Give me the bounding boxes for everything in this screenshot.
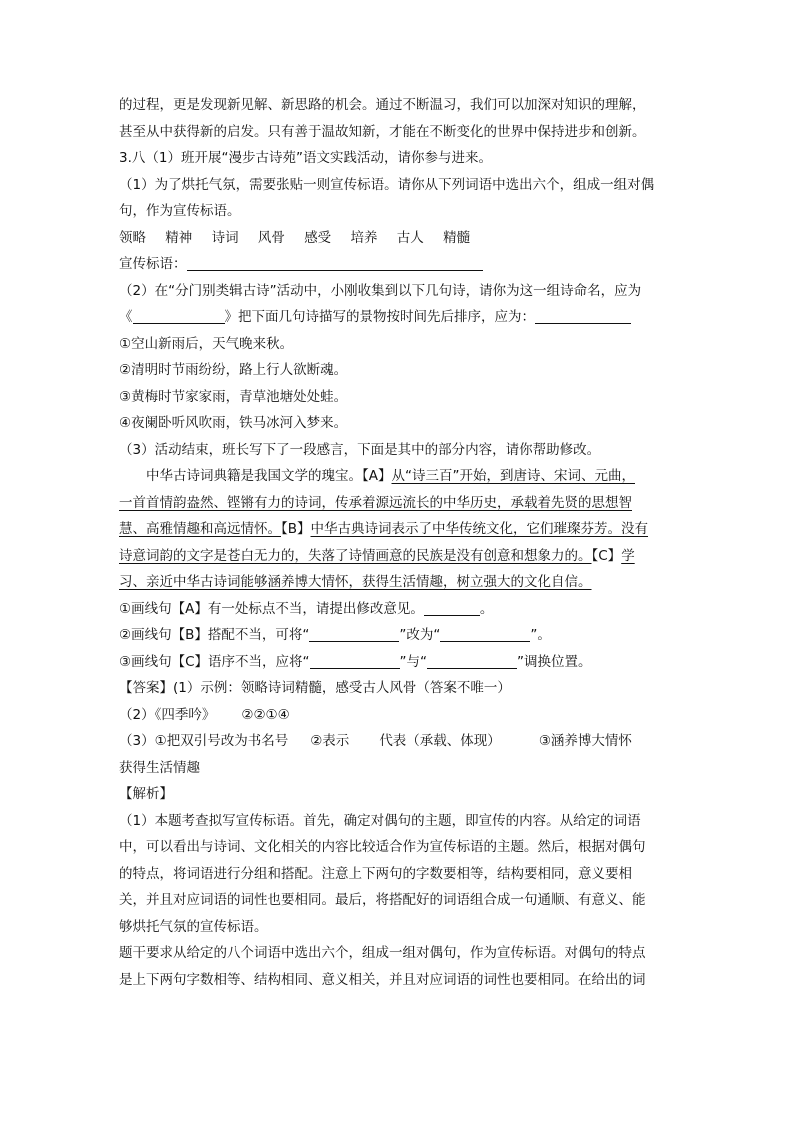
poem-line: ①空山新雨后，天气晚来秋。 [119,335,294,352]
answer-line: （2）《四季吟》 ②②①④ [119,706,290,723]
sub-item-3: ③画线句【C】语序不当，应将“ ”与“ ”调换位置。 [119,653,592,670]
analysis-line: 关，并且对应词语的词性也要相同。最后，将搭配好的词语组合成一句通顺、有意义、能 [119,892,646,908]
word: 培养 [350,229,378,246]
slogan-line [119,251,679,278]
word: 领略 [119,229,146,246]
word: 古人 [396,229,424,246]
answer-blank[interactable] [424,599,480,616]
text-line: 的过程，更是发现新见解、新思路的机会。通过不断温习，我们可以加深对知识的理解， [119,97,646,113]
passage-line: 慧、高雅情趣和高远情怀。【B】中华古典诗词表示了中华传统文化，它们璀璨芬芳。没有 [119,521,649,537]
slogan-label: 宣传标语： [119,256,187,272]
word: 风骨 [257,229,285,246]
answer-line: 【答案】(1）示例：领略诗词精髓，感受古人风骨（答案不唯一） [119,680,511,696]
sub-item-2: ②画线句【B】搭配不当，可将“ ”改为“ ”。 [119,627,551,643]
word: 诗词 [211,229,239,246]
sub-question-2: （2）在“分门别类辑古诗”活动中，小刚收集到以下几句诗，请你为这一组诗命名，应为 [119,282,642,299]
sub-question-3: （3）活动结束，班长写下了一段感言，下面是其中的部分内容，请你帮助修改。 [119,441,601,458]
passage-line: 习、亲近中华古诗词能够涵养博大情怀，获得生活情趣，树立强大的文化自信。 [119,574,592,590]
word: 精髓 [443,229,471,246]
answer-blank[interactable] [427,652,517,669]
poem-line: ③黄梅时节家家雨，青草池塘处处蛙。 [119,388,348,405]
answer-line: （3）①把双引号改为书名号 ②表示 代表（承载、体现） ③涵养博大情怀 [119,733,632,749]
analysis-line: （1）本题考查拟写宣传标语。首先，确定对偶句的主题，即宣传的内容。从给定的词语 [119,812,641,829]
answer-blank[interactable] [133,307,225,324]
word: 精神 [165,229,193,246]
text-line: 甚至从中获得新的启发。只有善于温故知新，才能在不断变化的世界中保持进步和创新。 [119,123,646,140]
poem-line: ②清明时节雨纷纷，路上行人欲断魂。 [119,362,348,378]
analysis-heading: 【解析】 [119,786,173,802]
word: 感受 [304,229,332,246]
sub-question-1: （1）为了烘托气氛，需要张贴一则宣传标语。请你从下列词语中选出六个，组成一组对偶 [119,176,655,193]
poem-line: ④夜阑卧听风吹雨，铁马冰河入梦来。 [119,415,348,431]
sub-item-1: ①画线句【A】有一处标点不当，请提出修改意见。 。 [119,600,494,617]
analysis-line: 的特点，将词语进行分组和搭配。注意上下两句的字数要相等，结构要相同，意义要相 [119,865,632,882]
answer-line: 获得生活情趣 [119,759,200,776]
answer-blank[interactable] [310,652,400,669]
answer-blank[interactable] [187,254,483,271]
question-title: 3.八（1）班开展“漫步古诗苑”语文实践活动，请你参与进来。 [119,150,492,166]
passage-line: 中华古诗词典籍是我国文学的瑰宝。【A】从“诗三百”开始，到唐诗、宋词、元曲， [146,468,635,484]
analysis-line: 是上下两句字数相等、结构相同、意义相关，并且对应词语的词性也要相同。在给出的词 [119,971,646,988]
passage-line: 诗意词韵的文字是苍白无力的，失落了诗情画意的民族是没有创意和想象力的。【C】学 [119,547,635,564]
answer-blank[interactable] [309,625,399,642]
answer-blank[interactable] [535,307,631,324]
passage-line: 一首首情韵盎然、铿锵有力的诗词，传承着源远流长的中华历史，承载着先贤的思想智 [119,494,632,511]
analysis-line: 够烘托气氛的宣传标语。 [119,918,268,935]
word-list [119,225,679,252]
text-line: 《 》把下面几句诗描写的景物按时间先后排序，应为： [119,304,679,331]
answer-blank[interactable] [440,625,530,642]
analysis-line: 题干要求从给定的八个词语中选出六个，组成一组对偶句，作为宣传标语。对偶句的特点 [119,945,646,961]
text-line: 句，作为宣传标语。 [119,203,241,219]
document-page [119,92,679,993]
analysis-line: 中，可以看出与诗词、文化相关的内容比较适合作为宣传标语的主题。然后，根据对偶句 [119,839,646,855]
